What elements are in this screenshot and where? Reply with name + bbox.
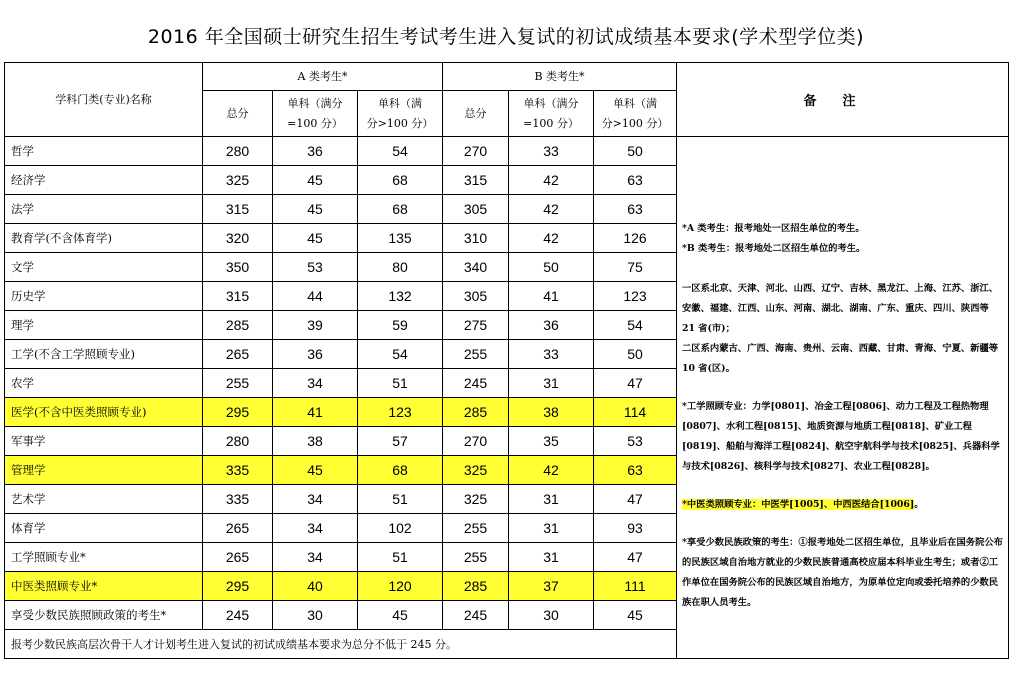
a-single-100: 44 [273, 282, 358, 311]
group-a-header: A 类考生* [203, 63, 443, 91]
b-single-over: 50 [594, 340, 677, 369]
a-single-over: 54 [358, 137, 443, 166]
page-title: 2016 年全国硕士研究生招生考试考生进入复试的初试成绩基本要求(学术型学位类) [147, 26, 865, 48]
b-single-over: 111 [594, 572, 677, 601]
b-total: 255 [443, 340, 509, 369]
a-single-100: 34 [273, 369, 358, 398]
b-total: 270 [443, 137, 509, 166]
subject-name: 文学 [5, 253, 203, 282]
a-total: 335 [203, 485, 273, 514]
a-single-over: 80 [358, 253, 443, 282]
b-single-over: 63 [594, 195, 677, 224]
b-single-over: 53 [594, 427, 677, 456]
b-total: 305 [443, 282, 509, 311]
b-total: 315 [443, 166, 509, 195]
a-single100-line2: =100 分） [287, 116, 343, 130]
a-single-over: 68 [358, 456, 443, 485]
b-single-100: 31 [509, 485, 594, 514]
b-single-100: 31 [509, 514, 594, 543]
a-single-over: 59 [358, 311, 443, 340]
a-single-100: 45 [273, 166, 358, 195]
b-single-100: 50 [509, 253, 594, 282]
subject-name: 医学(不含中医类照顾专业) [5, 398, 203, 427]
a-single-over: 120 [358, 572, 443, 601]
b-total: 305 [443, 195, 509, 224]
subject-name: 工学照顾专业* [5, 543, 203, 572]
a-total: 265 [203, 514, 273, 543]
a-total: 315 [203, 195, 273, 224]
a-total: 350 [203, 253, 273, 282]
a-single-over: 45 [358, 601, 443, 630]
b-single-100: 42 [509, 166, 594, 195]
a-single-over: 68 [358, 166, 443, 195]
subject-name: 享受少数民族照顾政策的考生* [5, 601, 203, 630]
a-total: 325 [203, 166, 273, 195]
a-single-over: 57 [358, 427, 443, 456]
b-single-100: 42 [509, 456, 594, 485]
a-single-100: 38 [273, 427, 358, 456]
a-single-over: 123 [358, 398, 443, 427]
b-single-over: 63 [594, 166, 677, 195]
note-tcm-suffix: 。 [914, 499, 924, 510]
b-total: 285 [443, 572, 509, 601]
a-total: 265 [203, 543, 273, 572]
b-single-100: 38 [509, 398, 594, 427]
b-single-over: 93 [594, 514, 677, 543]
note-zone1: 一区系北京、天津、河北、山西、辽宁、吉林、黑龙江、上海、江苏、浙江、安徽、福建、江西、山东、河南、湖北、湖南、广东、重庆、四川、陕西等 21 省(市)； [682, 283, 999, 334]
b-singleover-line1: 单科（满 [613, 96, 657, 110]
subject-name: 哲学 [5, 137, 203, 166]
a-singleover-line2: 分>100 分） [366, 116, 434, 130]
b-single-100: 33 [509, 137, 594, 166]
subject-name: 法学 [5, 195, 203, 224]
b-single-over: 75 [594, 253, 677, 282]
a-total: 295 [203, 398, 273, 427]
b-single-100: 42 [509, 195, 594, 224]
subject-name: 艺术学 [5, 485, 203, 514]
b-total: 310 [443, 224, 509, 253]
subject-name: 军事学 [5, 427, 203, 456]
score-table [4, 62, 1009, 659]
a-single-over: 135 [358, 224, 443, 253]
a-total: 335 [203, 456, 273, 485]
a-single-100: 34 [273, 514, 358, 543]
b-singleover-header [594, 91, 677, 137]
b-total: 270 [443, 427, 509, 456]
a-single-over: 68 [358, 195, 443, 224]
b-single-100: 42 [509, 224, 594, 253]
notes-header: 备注 [677, 63, 1009, 137]
notes-content [682, 219, 1003, 613]
subject-name: 农学 [5, 369, 203, 398]
a-total: 315 [203, 282, 273, 311]
b-total: 325 [443, 485, 509, 514]
b-single-100: 33 [509, 340, 594, 369]
b-single-over: 47 [594, 485, 677, 514]
table-row [5, 137, 1009, 166]
a-single-100: 45 [273, 456, 358, 485]
a-single-over: 51 [358, 369, 443, 398]
b-single-over: 114 [594, 398, 677, 427]
b-single-over: 47 [594, 543, 677, 572]
note-engineering: *工学照顾专业：力学[0801]、冶金工程[0806]、动力工程及工程热物理[0807]、水利工程[0815]、地质资源与地质工程[0818]、矿业工程[0819]、船舶与海洋工程[0824]、航空宇航科学与技术[0825]、兵器科学与技术[0826]、核科学与技术[0827]、农业工程[0828]。 [682, 401, 1000, 472]
note-minority: *享受少数民族政策的考生：①报考地处二区招生单位，且毕业后在国务院公布的民族区域自治地方就业的少数民族普通高校应届本科毕业生考生；或者②工作单位在国务院公布的民族区域自治地方，为原单位定向或委托培养的少数民族在职人员考生。 [682, 537, 1003, 608]
b-single-100: 31 [509, 369, 594, 398]
b-single-100: 41 [509, 282, 594, 311]
b-single-over: 63 [594, 456, 677, 485]
subject-name: 管理学 [5, 456, 203, 485]
a-total: 280 [203, 137, 273, 166]
b-single100-line2: =100 分） [523, 116, 579, 130]
a-single-over: 51 [358, 485, 443, 514]
a-single-over: 132 [358, 282, 443, 311]
note-tcm-prefix: * [682, 499, 687, 510]
a-total: 245 [203, 601, 273, 630]
subject-name: 工学(不含工学照顾专业) [5, 340, 203, 369]
note-tcm-text: 中医类照顾专业：中医学[1005]、中西医结合[1006] [686, 499, 915, 510]
a-single-100: 36 [273, 137, 358, 166]
b-total: 255 [443, 514, 509, 543]
b-single-100: 36 [509, 311, 594, 340]
b-single-over: 123 [594, 282, 677, 311]
subject-header: 学科门类(专业)名称 [5, 63, 203, 137]
a-total: 320 [203, 224, 273, 253]
a-total: 280 [203, 427, 273, 456]
b-single-100: 30 [509, 601, 594, 630]
b-single-100: 35 [509, 427, 594, 456]
a-single-100: 40 [273, 572, 358, 601]
a-singleover-header [358, 91, 443, 137]
a-single-100: 45 [273, 195, 358, 224]
notes-cell [677, 137, 1009, 659]
group-b-header: B 类考生* [443, 63, 677, 91]
subject-name: 教育学(不含体育学) [5, 224, 203, 253]
a-single-over: 102 [358, 514, 443, 543]
b-single-over: 47 [594, 369, 677, 398]
b-total: 275 [443, 311, 509, 340]
subject-name: 体育学 [5, 514, 203, 543]
a-single-100: 34 [273, 485, 358, 514]
subject-name: 历史学 [5, 282, 203, 311]
b-single-over: 126 [594, 224, 677, 253]
b-total-header: 总分 [443, 91, 509, 137]
b-single100-header [509, 91, 594, 137]
subject-name: 理学 [5, 311, 203, 340]
a-total: 265 [203, 340, 273, 369]
a-total: 295 [203, 572, 273, 601]
a-single-100: 36 [273, 340, 358, 369]
a-single100-line1: 单科（满分 [287, 96, 343, 110]
b-total: 245 [443, 601, 509, 630]
b-total: 325 [443, 456, 509, 485]
a-single-over: 54 [358, 340, 443, 369]
b-total: 245 [443, 369, 509, 398]
b-total: 255 [443, 543, 509, 572]
footer-note: 报考少数民族高层次骨干人才计划考生进入复试的初试成绩基本要求为总分不低于 245 分。 [5, 630, 677, 659]
b-single-over: 54 [594, 311, 677, 340]
b-total: 340 [443, 253, 509, 282]
a-singleover-line1: 单科（满 [378, 96, 422, 110]
b-single-over: 45 [594, 601, 677, 630]
a-total: 255 [203, 369, 273, 398]
a-single-100: 39 [273, 311, 358, 340]
b-single100-line1: 单科（满分 [523, 96, 579, 110]
b-total: 285 [443, 398, 509, 427]
subject-name: 经济学 [5, 166, 203, 195]
b-single-over: 50 [594, 137, 677, 166]
subject-name: 中医类照顾专业* [5, 572, 203, 601]
note-tcm [682, 495, 1003, 515]
note-b-def: *B 类考生：报考地处二区招生单位的考生。 [682, 243, 866, 254]
a-total: 285 [203, 311, 273, 340]
a-total-header: 总分 [203, 91, 273, 137]
a-single-100: 41 [273, 398, 358, 427]
a-single-100: 53 [273, 253, 358, 282]
b-single-100: 31 [509, 543, 594, 572]
a-single100-header [273, 91, 358, 137]
a-single-100: 30 [273, 601, 358, 630]
note-zone2: 二区系内蒙古、广西、海南、贵州、云南、西藏、甘肃、青海、宁夏、新疆等 10 省(区)。 [682, 343, 999, 374]
b-single-100: 37 [509, 572, 594, 601]
a-single-over: 51 [358, 543, 443, 572]
note-a-def: *A 类考生：报考地处一区招生单位的考生。 [682, 223, 865, 234]
a-single-100: 34 [273, 543, 358, 572]
b-singleover-line2: 分>100 分） [601, 116, 669, 130]
a-single-100: 45 [273, 224, 358, 253]
